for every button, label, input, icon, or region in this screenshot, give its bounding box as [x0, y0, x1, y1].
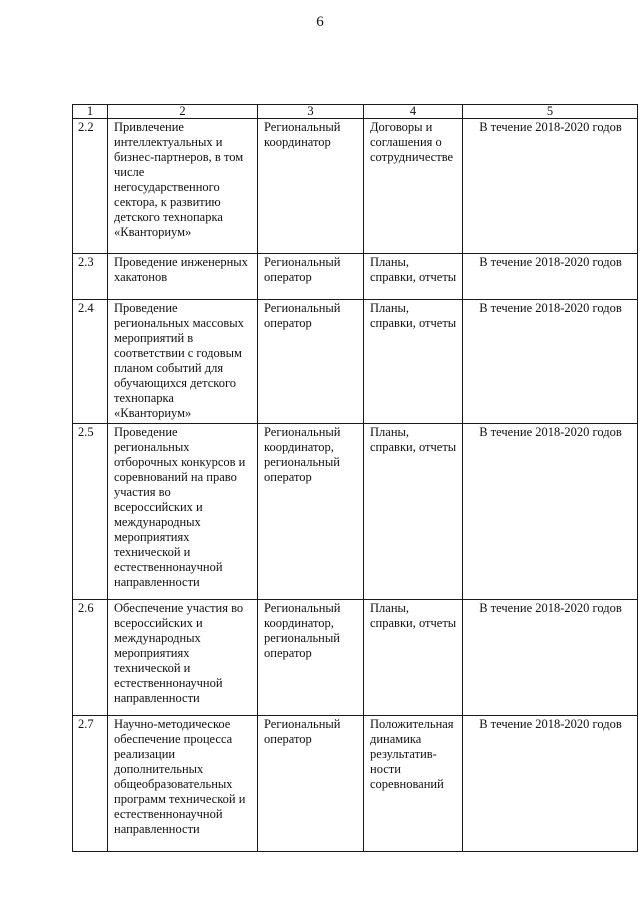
page-number: 6	[316, 14, 324, 30]
column-header-5: 5	[463, 105, 638, 119]
table-row	[73, 600, 638, 716]
table-row	[73, 300, 638, 424]
result-cell: Планы, справки, отчеты	[364, 300, 463, 424]
row-number: 2.3	[73, 254, 108, 300]
responsible-cell: Региональный оператор	[258, 716, 364, 852]
table-row	[73, 716, 638, 852]
column-header-3: 3	[258, 105, 364, 119]
table-row	[73, 119, 638, 254]
term-cell: В течение 2018-2020 годов	[463, 600, 638, 716]
result-cell: Планы, справки, отчеты	[364, 424, 463, 600]
row-number: 2.7	[73, 716, 108, 852]
event-cell: Научно-методическое обеспечение процесса реализации дополнительных общеобразовательных программ технической и естественнонаучной направленности	[108, 716, 258, 852]
event-cell: Проведение региональных отборочных конкурсов и соревнований на право участия во всероссийских и международных мероприятиях технической и естественнонаучной направленности	[108, 424, 258, 600]
responsible-cell: Региональный оператор	[258, 254, 364, 300]
table-row	[73, 254, 638, 300]
row-number: 2.5	[73, 424, 108, 600]
events-table	[72, 104, 638, 852]
term-cell: В течение 2018-2020 годов	[463, 424, 638, 600]
responsible-cell: Региональный оператор	[258, 300, 364, 424]
result-cell: Положительная динамика результатив-ности соревнований	[364, 716, 463, 852]
row-number: 2.4	[73, 300, 108, 424]
event-cell: Проведение региональных массовых мероприятий в соответствии с годовым планом событий для обучающихся детского технопарка «Кванториум»	[108, 300, 258, 424]
term-cell: В течение 2018-2020 годов	[463, 254, 638, 300]
column-header-1: 1	[73, 105, 108, 119]
responsible-cell: Региональный координатор	[258, 119, 364, 254]
term-cell: В течение 2018-2020 годов	[463, 716, 638, 852]
event-cell: Привлечение интеллектуальных и бизнес-партнеров, в том числе негосударственного сектора, к развитию детского технопарка «Кванториум»	[108, 119, 258, 254]
column-header-2: 2	[108, 105, 258, 119]
table-row	[73, 424, 638, 600]
row-number: 2.6	[73, 600, 108, 716]
responsible-cell: Региональный координатор, региональный оператор	[258, 600, 364, 716]
event-cell: Обеспечение участия во всероссийских и международных мероприятиях технической и естественнонаучной направленности	[108, 600, 258, 716]
event-cell: Проведение инженерных хакатонов	[108, 254, 258, 300]
table-header-row	[73, 105, 638, 119]
result-cell: Договоры и соглашения о сотрудничестве	[364, 119, 463, 254]
column-header-4: 4	[364, 105, 463, 119]
result-cell: Планы, справки, отчеты	[364, 254, 463, 300]
result-cell: Планы, справки, отчеты	[364, 600, 463, 716]
responsible-cell: Региональный координатор, региональный оператор	[258, 424, 364, 600]
row-number: 2.2	[73, 119, 108, 254]
term-cell: В течение 2018-2020 годов	[463, 119, 638, 254]
term-cell: В течение 2018-2020 годов	[463, 300, 638, 424]
